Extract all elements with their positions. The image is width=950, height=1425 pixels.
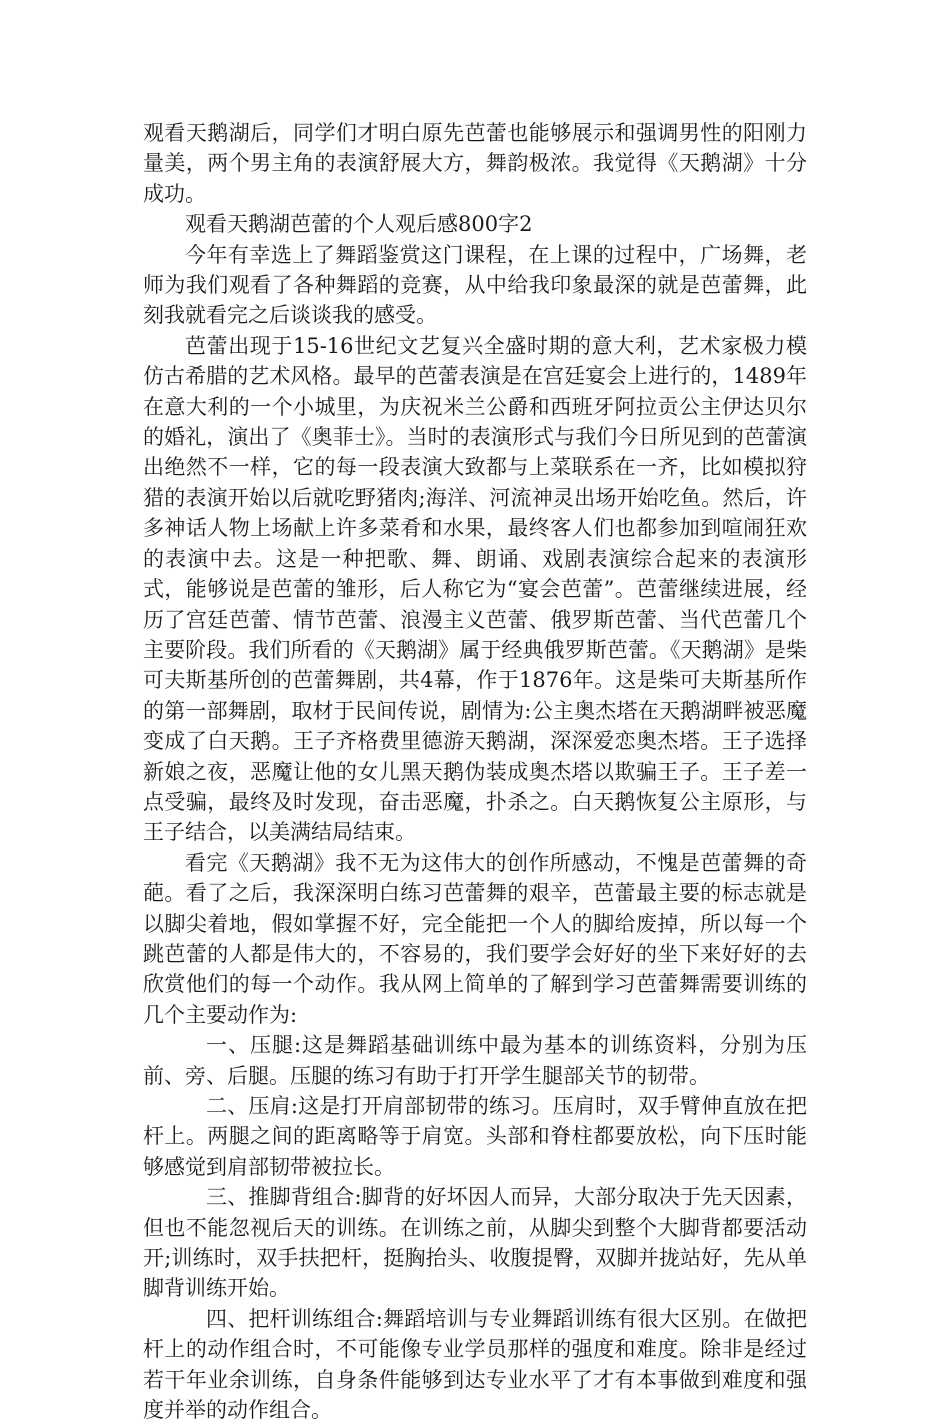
list-item-barre-combo: 四、把杆训练组合:舞蹈培训与专业舞蹈训练有很大区别。在做把杆上的动作组合时，不可能像专业学员那样的强度和难度。除非是经过若干年业余训练，自身条件能够到达专业水平了才有本事做到难度和强度并举的动作组合。 bbox=[143, 1306, 807, 1423]
list-item-leg-press: 一、压腿:这是舞蹈基础训练中最为基本的训练资料，分别为压前、旁、后腿。压腿的练习有助于打开学生腿部关节的韧带。 bbox=[143, 1033, 807, 1088]
paragraph-intro: 观看天鹅湖后，同学们才明白原先芭蕾也能够展示和强调男性的阳刚力量美，两个男主角的表演舒展大方，舞韵极浓。我觉得《天鹅湖》十分成功。 bbox=[143, 121, 807, 206]
document-body bbox=[143, 118, 807, 1425]
section-title: 观看天鹅湖芭蕾的个人观后感800字2 bbox=[185, 212, 533, 237]
paragraph-course: 今年有幸选上了舞蹈鉴赏这门课程，在上课的过程中，广场舞，老师为我们观看了各种舞蹈的竞赛，从中给我印象最深的就是芭蕾舞，此刻我就看完之后谈谈我的感受。 bbox=[143, 242, 807, 328]
list-item-shoulder-press: 二、压肩:这是打开肩部韧带的练习。压肩时，双手臂伸直放在把杆上。两腿之间的距离略等于肩宽。头部和脊柱都要放松，向下压时能够感觉到肩部韧带被拉长。 bbox=[143, 1094, 807, 1179]
paragraph-history: 芭蕾出现于15-16世纪文艺复兴全盛时期的意大利，艺术家极力模仿古希腊的艺术风格。最早的芭蕾表演是在宫廷宴会上进行的，1489年在意大利的一个小城里，为庆祝米兰公爵和西班牙阿拉贡公主伊达贝尔的婚礼，演出了《奥菲士》。当时的表演形式与我们今日所见到的芭蕾演出绝然不一样，它的每一段表演大致都与上菜联系在一齐，比如模拟狩猎的表演开始以后就吃野猪肉;海洋、河流神灵出场开始吃鱼。然后，许多神话人物上场献上许多菜肴和水果，最终客人们也都参加到喧闹狂欢的表演中去。这是一种把歌、舞、朗诵、戏剧表演综合起来的表演形式，能够说是芭蕾的雏形，后人称它为“宴会芭蕾”。芭蕾继续进展，经历了宫廷芭蕾、情节芭蕾、浪漫主义芭蕾、俄罗斯芭蕾、当代芭蕾几个主要阶段。我们所看的《天鹅湖》属于经典俄罗斯芭蕾。《天鹅湖》是柴可夫斯基所创的芭蕾舞剧，共4幕，作于1876年。这是柴可夫斯基所作的第一部舞剧，取材于民间传说，剧情为:公主奥杰塔在天鹅湖畔被恶魔变成了白天鹅。王子齐格费里德游天鹅湖，深深爱恋奥杰塔。王子选择新娘之夜，恶魔让他的女儿黑天鹅伪装成奥杰塔以欺骗王子。王子差一点受骗，最终及时发现，奋击恶魔，扑杀之。白天鹅恢复公主原形，与王子结合，以美满结局结束。 bbox=[143, 333, 807, 845]
list-item-instep-combo: 三、推脚背组合:脚背的好坏因人而异，大部分取决于先天因素，但也不能忽视后天的训练。在训练之前，从脚尖到整个大脚背都要活动开;训练时，双手扶把杆，挺胸抬头、收腹提臀，双脚并拢站好，先从单脚背训练开始。 bbox=[143, 1185, 807, 1301]
paragraph-reflection: 看完《天鹅湖》我不无为这伟大的创作所感动，不愧是芭蕾舞的奇葩。看了之后，我深深明白练习芭蕾舞的艰辛，芭蕾最主要的标志就是以脚尖着地，假如掌握不好，完全能把一个人的脚给废掉，所以每一个跳芭蕾的人都是伟大的，不容易的，我们要学会好好的坐下来好好的去欣赏他们的每一个动作。我从网上简单的了解到学习芭蕾舞需要训练的几个主要动作为: bbox=[143, 850, 807, 1027]
